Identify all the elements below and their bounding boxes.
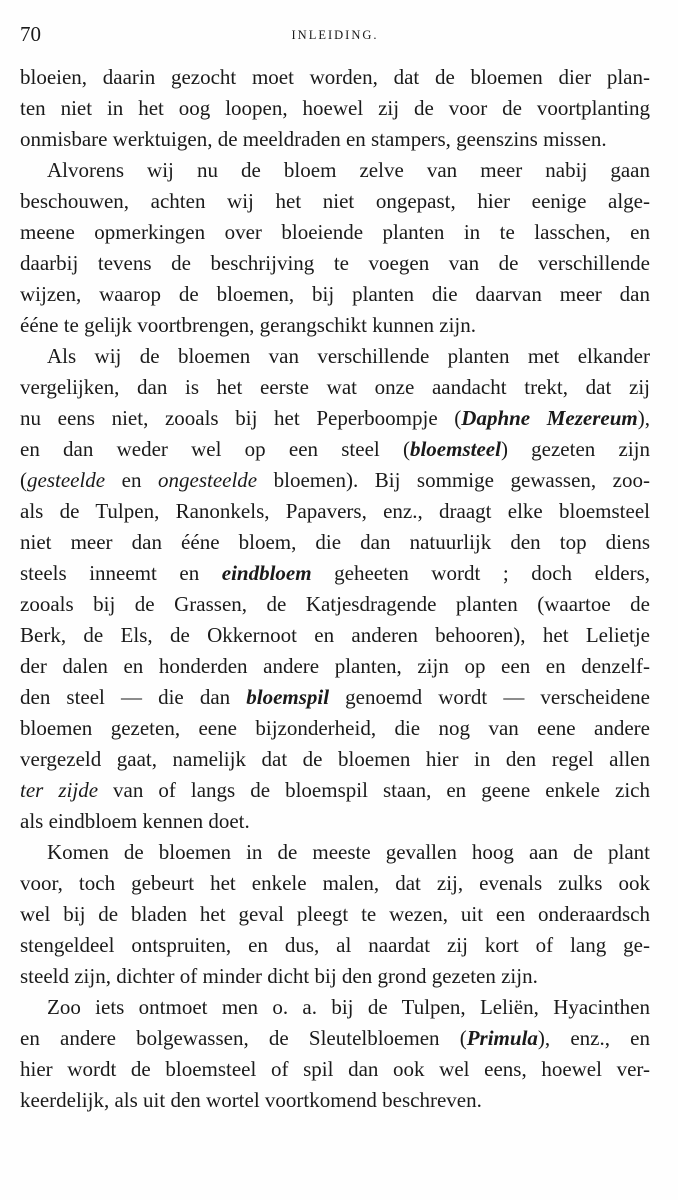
text-line [20, 186, 650, 217]
text-line [20, 713, 650, 744]
text-line [20, 155, 650, 186]
text-line [20, 434, 650, 465]
text-line [20, 558, 650, 589]
text-run: beschouwen, achten wij het niet ongepast, hier eenige alge- [20, 189, 650, 213]
text-run: Komen de bloemen in de meeste gevallen hoog aan de plant [47, 840, 650, 864]
text-run: en [105, 468, 158, 492]
text-run: daarbij tevens de beschrijving te voegen van de verschillende [20, 251, 650, 275]
text-line [20, 62, 650, 93]
paragraph [20, 155, 650, 341]
text-line [20, 341, 650, 372]
text-run: Alvorens wij nu de bloem zelve van meer nabij gaan [47, 158, 650, 182]
text-line [20, 651, 650, 682]
text-run: stengeldeel ontspruiten, en dus, al naardat zij kort of lang ge- [20, 933, 650, 957]
text-run: Zoo iets ontmoet men o. a. bij de Tulpen, Leliën, Hyacinthen [47, 995, 650, 1019]
text-run: en andere bolgewassen, de Sleutelbloemen ( [20, 1026, 467, 1050]
page-header [20, 22, 650, 46]
emphasized-text: Daphne Mezereum [461, 406, 638, 430]
paragraph [20, 62, 650, 155]
emphasized-text: Primula [466, 1026, 538, 1050]
text-line [20, 124, 650, 155]
text-line [20, 248, 650, 279]
running-head: INLEIDING. [291, 28, 379, 42]
text-line [20, 217, 650, 248]
text-run: genoemd wordt — verscheidene [329, 685, 651, 709]
text-line [20, 372, 650, 403]
text-line [20, 496, 650, 527]
text-line [20, 1023, 650, 1054]
text-run: niet meer dan ééne bloem, die dan natuurlijk den top diens [20, 530, 650, 554]
text-line [20, 620, 650, 651]
emphasized-text: eindbloem [221, 561, 312, 585]
text-run: ) gezeten zijn [500, 437, 650, 461]
text-run: wijzen, waarop de bloemen, bij planten die daarvan meer dan [20, 282, 650, 306]
text-run: Berk, de Els, de Okkernoot en anderen behooren), het Lelietje [20, 623, 650, 647]
text-line [20, 93, 650, 124]
text-run: vergelijken, dan is het eerste wat onze aandacht trekt, dat zij [20, 375, 650, 399]
text-run: zooals bij de Grassen, de Katjesdragende planten (waartoe de [20, 592, 650, 616]
text-run: Als wij de bloemen van verschillende planten met elkander [47, 344, 650, 368]
text-run: steeld zijn, dichter of minder dicht bij den grond gezeten zijn. [20, 964, 538, 988]
paragraph [20, 992, 650, 1116]
text-line [20, 992, 650, 1023]
text-line [20, 527, 650, 558]
text-run: voor, toch gebeurt het enkele malen, dat zij, evenals zulks ook [20, 871, 650, 895]
text-run: der dalen en honderden andere planten, zijn op een en denzelf- [20, 654, 650, 678]
emphasized-text: ter zijde [20, 778, 99, 802]
text-line [20, 961, 650, 992]
text-run: ), enz., en [537, 1026, 650, 1050]
text-run: van of langs de bloemspil staan, en geene enkele zich [98, 778, 650, 802]
emphasized-text: bloemsteel [409, 437, 501, 461]
text-run: als eindbloem kennen doet. [20, 809, 250, 833]
text-line [20, 806, 650, 837]
text-run: steels inneemt en [20, 561, 222, 585]
text-run: nu eens niet, zooals bij het Peperboompje ( [20, 406, 462, 430]
text-line [20, 403, 650, 434]
text-run: den steel — die dan [20, 685, 247, 709]
text-run: onmisbare werktuigen, de meeldraden en stampers, geenszins missen. [20, 127, 607, 151]
text-run: en dan weder wel op een steel ( [20, 437, 410, 461]
text-line [20, 682, 650, 713]
text-line [20, 310, 650, 341]
text-run: geheeten wordt ; doch elders, [311, 561, 650, 585]
text-run: bloeien, daarin gezocht moet worden, dat de bloemen dier plan- [20, 65, 650, 89]
emphasized-text: bloemspil [246, 685, 330, 709]
text-line [20, 837, 650, 868]
text-line [20, 930, 650, 961]
text-run: vergezeld gaat, namelijk dat de bloemen hier in den regel allen [20, 747, 650, 771]
text-line [20, 1054, 650, 1085]
body-text [20, 62, 650, 1116]
paragraph [20, 341, 650, 837]
text-run: ( [20, 468, 27, 492]
text-line [20, 1085, 650, 1116]
text-run: wel bij de bladen het geval pleegt te wezen, uit een onderaardsch [20, 902, 650, 926]
text-run: ééne te gelijk voortbrengen, gerangschikt kunnen zijn. [20, 313, 477, 337]
text-line [20, 465, 650, 496]
text-line [20, 775, 650, 806]
text-run: hier wordt de bloemsteel of spil dan ook wel eens, hoewel ver- [20, 1057, 650, 1081]
text-line [20, 589, 650, 620]
text-run: ), [637, 406, 651, 430]
emphasized-text: ongesteelde [158, 468, 258, 492]
emphasized-text: gesteelde [27, 468, 106, 492]
page-number: 70 [20, 22, 41, 46]
text-run: bloemen gezeten, eene bijzonderheid, die nog van eene andere [20, 716, 650, 740]
text-line [20, 744, 650, 775]
paragraph [20, 837, 650, 992]
text-line [20, 868, 650, 899]
text-line [20, 899, 650, 930]
text-run: bloemen). Bij sommige gewassen, zoo- [257, 468, 650, 492]
text-run: keerdelijk, als uit den wortel voortkomend beschreven. [20, 1088, 482, 1112]
text-run: meene opmerkingen over bloeiende planten in te lasschen, en [20, 220, 650, 244]
text-run: ten niet in het oog loopen, hoewel zij de voor de voortplanting [20, 96, 650, 120]
text-line [20, 279, 650, 310]
text-run: als de Tulpen, Ranonkels, Papavers, enz., draagt elke bloemsteel [20, 499, 650, 523]
